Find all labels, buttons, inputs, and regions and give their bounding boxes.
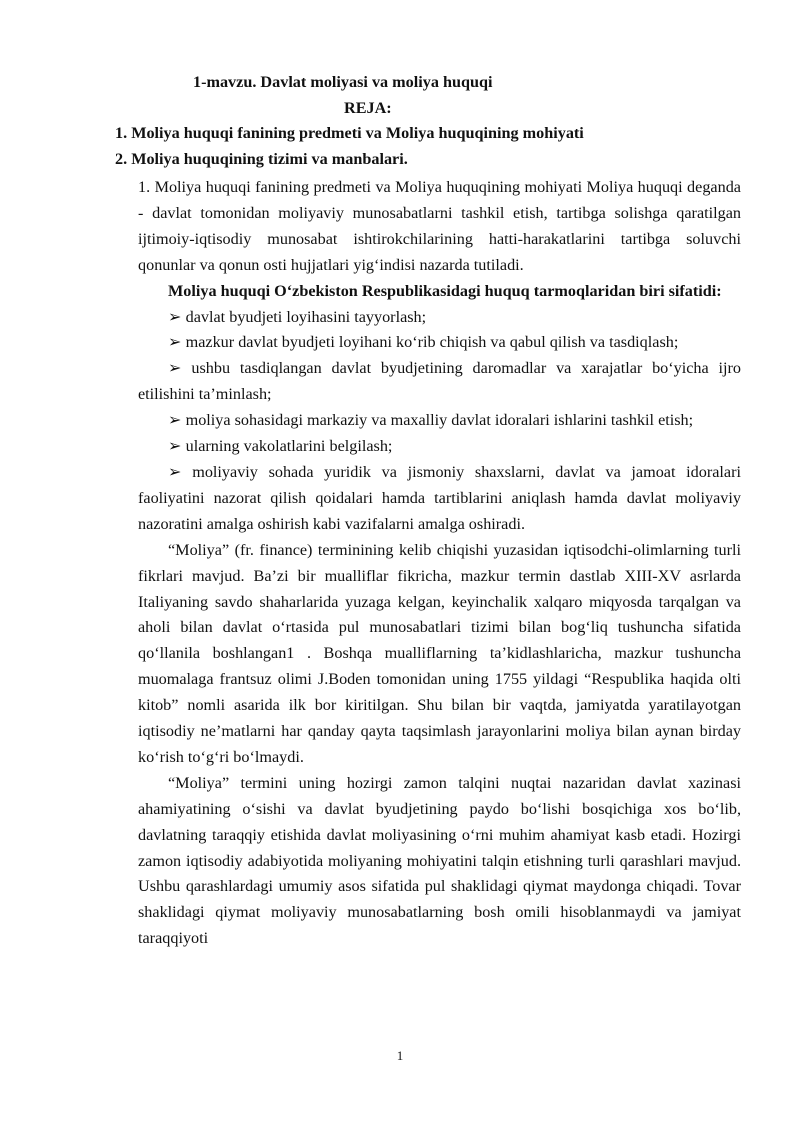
arrow-bullet-icon: ➢ (168, 307, 182, 326)
bullet-text: davlat byudjeti loyihasini tayyorlash; (185, 307, 427, 326)
arrow-bullet-icon: ➢ (168, 437, 182, 456)
plan-item-1: 1. Moliya huquqi fanining predmeti va Moliya huquqining mohiyati (115, 124, 584, 142)
intro-paragraph: 1. Moliya huquqi fanining predmeti va Moliya huquqining mohiyati Moliya huquqi deganda - davlat tomonidan moliyaviy munosabatlarni tashkil etish, tartibga solishga qaratilgan ijtimoiy-iqtisodiy munosabat ishtirokchilarining hatti-harakatlarini tartibga soluvchi qonunlar va qonun osti hujjatlari yig‘indisi nazarda tutiladi. (138, 178, 741, 274)
bullet-text: ularning vakolatlarini belgilash; (185, 437, 393, 456)
arrow-bullet-icon: ➢ (168, 462, 182, 481)
bullet-text: ushbu tasdiqlangan davlat byudjetining daromadlar va xarajatlar bo‘yicha ijro etilishini ta’minlash; (138, 359, 742, 404)
bullet-item (138, 408, 741, 434)
bullet-item (138, 434, 741, 460)
arrow-bullet-icon: ➢ (168, 359, 182, 378)
bullet-item (138, 460, 741, 538)
bullet-text: mazkur davlat byudjeti loyihani ko‘rib chiqish va qabul qilish va tasdiqlash; (185, 333, 679, 352)
page-number: 1 (396, 1048, 404, 1063)
bullet-item (138, 330, 741, 356)
plan-item-2: 2. Moliya huquqining tizimi va manbalari. (115, 150, 408, 168)
topic-title: 1-mavzu. Davlat moliyasi va moliya huquqi (193, 73, 493, 91)
document-body (138, 175, 741, 952)
arrow-bullet-icon: ➢ (168, 333, 182, 352)
arrow-bullet-icon: ➢ (168, 411, 182, 430)
bullet-text: moliyaviy sohada yuridik va jismoniy shaxslarni, davlat va jamoat idoralari faoliyatini nazorat qilish qoidalari hamda tartiblarini aniqlash hamda davlat moliyaviy nazoratini amalga oshirish kabi vazifalarni amalga oshiradi. (138, 462, 741, 533)
bullet-text: moliya sohasidagi markaziy va maxalliy davlat idoralari ishlarini tashkil etish; (185, 411, 694, 430)
bold-heading-paragraph: Moliya huquqi O‘zbekiston Respublikasidagi huquq tarmoqlaridan biri sifatidi: (168, 281, 722, 300)
bullet-item (138, 356, 741, 408)
plan-heading: REJA: (344, 99, 392, 117)
moliya-paragraph-1: “Moliya” (fr. finance) terminining kelib chiqishi yuzasidan iqtisodchi-olimlarning turli fikrlari mavjud. Ba’zi bir mualliflar fikricha, mazkur termin dastlab XIII-XV asrlarda Italiyaning savdo shaharlarida yuzaga kelgan, keyinchalik xalqaro miqyosda tarqalgan va aholi bilan davlat o‘rtasida pul munosabatlari tizimi bilan bog‘liq tushuncha sifatida qo‘llanila boshlangan1 . Boshqa mualliflarning ta’kidlashlaricha, mazkur tushuncha muomalaga frantsuz olimi J.Boden tomonidan uning 1755 yildagi “Respublika haqida olti kitob” nomli asarida ilk bor kiritilgan. Shu bilan bir vaqtda, jamiyatda yaratilayotgan iqtisodiy ne’matlarni har qanday qayta taqsimlash jarayonlarini moliya bilan aynan birday ko‘rish to‘g‘ri bo‘lmaydi. (138, 540, 741, 766)
bullet-item (138, 305, 741, 331)
moliya-paragraph-2: “Moliya” termini uning hozirgi zamon talqini nuqtai nazaridan davlat xazinasi ahamiyatining o‘sishi va davlat byudjetining paydo bo‘lishi bosqichiga xos bo‘lib, davlatning taraqqiy etishida davlat moliyasining o‘rni muhim ahamiyat kasb etadi. Hozirgi zamon iqtisodiy adabiyotida moliyaning mohiyatini talqin etishning turli qarashlari mavjud. Ushbu qarashlardagi umumiy asos sifatida pul shaklidagi qiymat maydonga chiqadi. Tovar shaklidagi qiymat moliyaviy munosabatlarning bosh omili hisoblanmaydi va jamiyat taraqqiyoti (138, 773, 741, 948)
